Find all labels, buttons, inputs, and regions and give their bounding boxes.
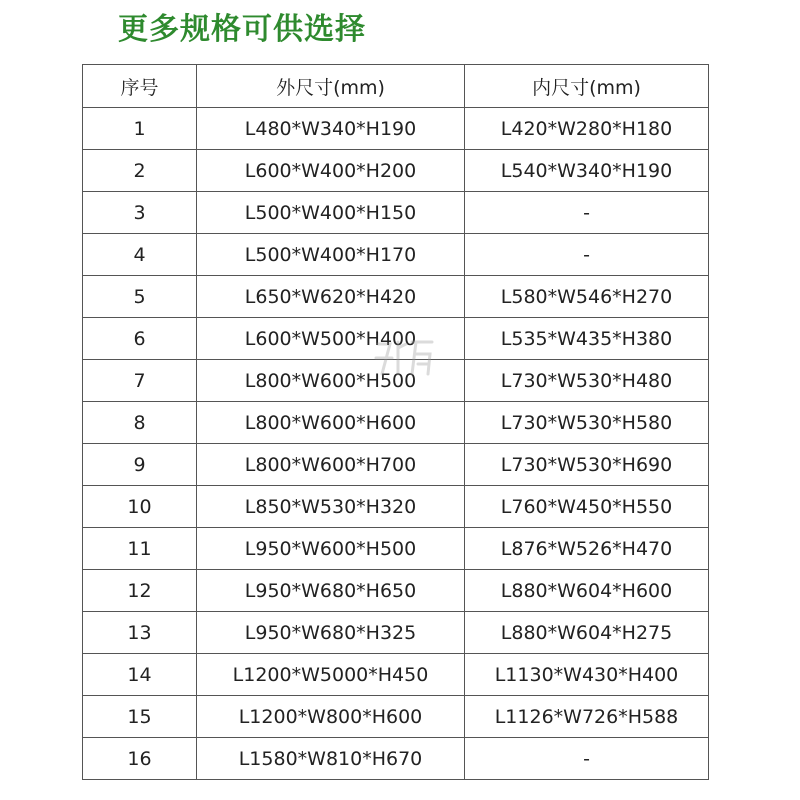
table-row [83, 612, 709, 654]
table-row [83, 234, 709, 276]
table-row [83, 192, 709, 234]
cell-outer-size: L1200*W800*H600 [197, 696, 465, 738]
cell-inner-size: L876*W526*H470 [465, 528, 709, 570]
cell-outer-size: L950*W680*H325 [197, 612, 465, 654]
cell-inner-size: - [465, 192, 709, 234]
cell-outer-size: L600*W400*H200 [197, 150, 465, 192]
cell-outer-size: L500*W400*H150 [197, 192, 465, 234]
table-row [83, 486, 709, 528]
cell-outer-size: L950*W600*H500 [197, 528, 465, 570]
cell-outer-size: L800*W600*H500 [197, 360, 465, 402]
cell-index: 14 [83, 654, 197, 696]
cell-index: 6 [83, 318, 197, 360]
header-inner-size: 内尺寸(mm) [465, 65, 709, 108]
table-row [83, 318, 709, 360]
table-header-row [83, 65, 709, 108]
table-row [83, 738, 709, 780]
table-row [83, 108, 709, 150]
page-title: 更多规格可供选择 [118, 12, 366, 47]
table-body [83, 108, 709, 780]
cell-inner-size: L420*W280*H180 [465, 108, 709, 150]
cell-outer-size: L500*W400*H170 [197, 234, 465, 276]
cell-index: 3 [83, 192, 197, 234]
cell-index: 10 [83, 486, 197, 528]
table-row [83, 654, 709, 696]
header-outer-size: 外尺寸(mm) [197, 65, 465, 108]
spec-table [82, 64, 709, 780]
cell-index: 12 [83, 570, 197, 612]
cell-inner-size: L760*W450*H550 [465, 486, 709, 528]
cell-index: 16 [83, 738, 197, 780]
header-index: 序号 [83, 65, 197, 108]
table-row [83, 444, 709, 486]
cell-index: 15 [83, 696, 197, 738]
cell-inner-size: L880*W604*H275 [465, 612, 709, 654]
cell-inner-size: L580*W546*H270 [465, 276, 709, 318]
cell-outer-size: L1580*W810*H670 [197, 738, 465, 780]
table-row [83, 402, 709, 444]
cell-outer-size: L600*W500*H400 [197, 318, 465, 360]
cell-inner-size: L1126*W726*H588 [465, 696, 709, 738]
cell-inner-size: L535*W435*H380 [465, 318, 709, 360]
cell-index: 13 [83, 612, 197, 654]
table-row [83, 150, 709, 192]
table-row [83, 696, 709, 738]
cell-inner-size: L880*W604*H600 [465, 570, 709, 612]
cell-index: 11 [83, 528, 197, 570]
cell-index: 7 [83, 360, 197, 402]
cell-inner-size: - [465, 234, 709, 276]
cell-outer-size: L1200*W5000*H450 [197, 654, 465, 696]
cell-index: 2 [83, 150, 197, 192]
cell-inner-size: L1130*W430*H400 [465, 654, 709, 696]
cell-outer-size: L850*W530*H320 [197, 486, 465, 528]
table-row [83, 528, 709, 570]
cell-inner-size: L540*W340*H190 [465, 150, 709, 192]
cell-index: 1 [83, 108, 197, 150]
cell-outer-size: L650*W620*H420 [197, 276, 465, 318]
cell-index: 4 [83, 234, 197, 276]
table-row [83, 276, 709, 318]
table-row [83, 570, 709, 612]
cell-index: 8 [83, 402, 197, 444]
cell-index: 9 [83, 444, 197, 486]
cell-outer-size: L800*W600*H700 [197, 444, 465, 486]
cell-inner-size: L730*W530*H690 [465, 444, 709, 486]
cell-outer-size: L950*W680*H650 [197, 570, 465, 612]
cell-inner-size: L730*W530*H480 [465, 360, 709, 402]
cell-outer-size: L480*W340*H190 [197, 108, 465, 150]
table-row [83, 360, 709, 402]
cell-inner-size: L730*W530*H580 [465, 402, 709, 444]
cell-index: 5 [83, 276, 197, 318]
table-header [83, 65, 709, 108]
cell-inner-size: - [465, 738, 709, 780]
cell-outer-size: L800*W600*H600 [197, 402, 465, 444]
